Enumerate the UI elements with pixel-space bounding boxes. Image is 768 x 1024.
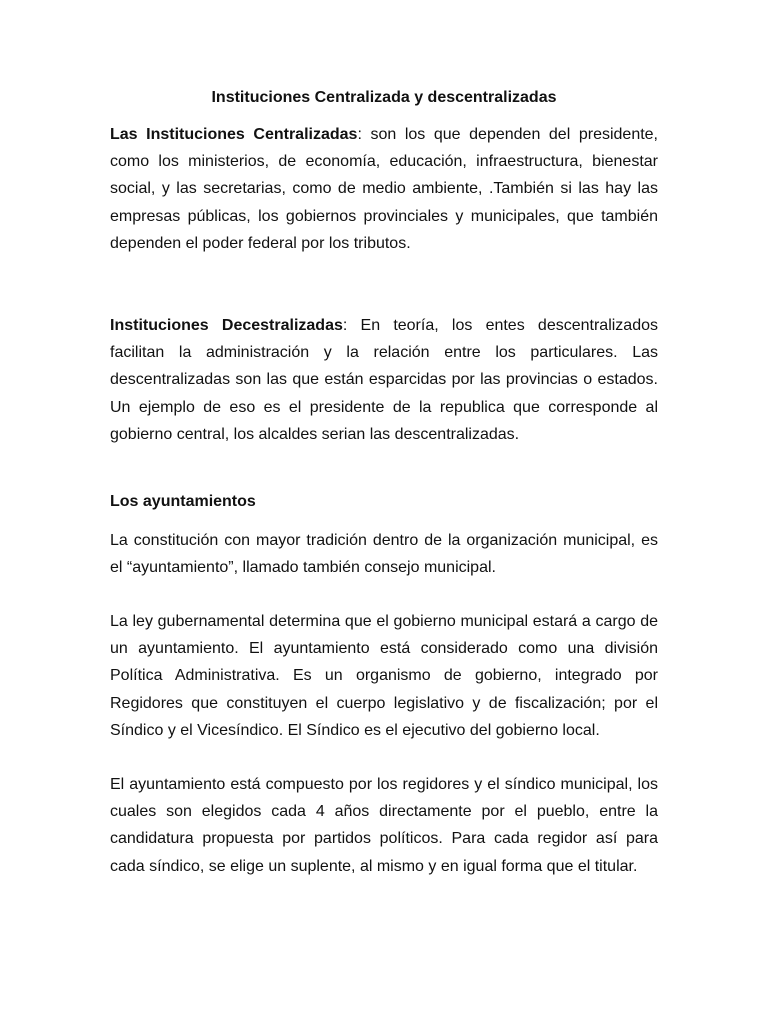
heading-ayuntamientos: Los ayuntamientos <box>110 493 256 510</box>
paragraph-descentralizadas-text: : En teoría, los entes descentralizados facilitan la administración y la relación entre los particulares. Las descentralizadas son las que están esparcidas por las provincias o estados. Un ejemplo de eso es el presidente de la republica que corresponde al gobierno central, los alcaldes serian las descentralizadas. <box>110 317 658 443</box>
paragraph-ley-gubernamental: La ley gubernamental determina que el gobierno municipal estará a cargo de un ayuntamiento. El ayuntamiento está considerado como una división Política Administrativa. Es un organismo de gobierno, integrado por Regidores que constituyen el cuerpo legislativo y de fiscalización; por el Síndico y el Vicesíndico. El Síndico es el ejecutivo del gobierno local. <box>110 613 658 739</box>
paragraph-centralizadas <box>110 121 658 257</box>
paragraph-descentralizadas <box>110 312 658 448</box>
paragraph-constitucion: La constitución con mayor tradición dentro de la organización municipal, es el “ayuntamiento”, llamado también consejo municipal. <box>110 532 658 577</box>
term-descentralizadas: Instituciones Decestralizadas <box>110 317 343 334</box>
paragraph-composicion: El ayuntamiento está compuesto por los regidores y el síndico municipal, los cuales son elegidos cada 4 años directamente por el pueblo, entre la candidatura propuesta por partidos políticos. Para cada regidor así para cada síndico, se elige un suplente, al mismo y en igual forma que el titular. <box>110 776 658 875</box>
term-centralizadas: Las Instituciones Centralizadas <box>110 126 358 143</box>
document-title: Instituciones Centralizada y descentralizadas <box>211 89 557 106</box>
paragraph-centralizadas-text: : son los que dependen del presidente, como los ministerios, de economía, educación, infraestructura, bienestar social, y las secretarias, como de medio ambiente, .También si las hay las empresas públicas, los gobiernos provinciales y municipales, que también dependen el poder federal por los tributos. <box>110 126 659 252</box>
